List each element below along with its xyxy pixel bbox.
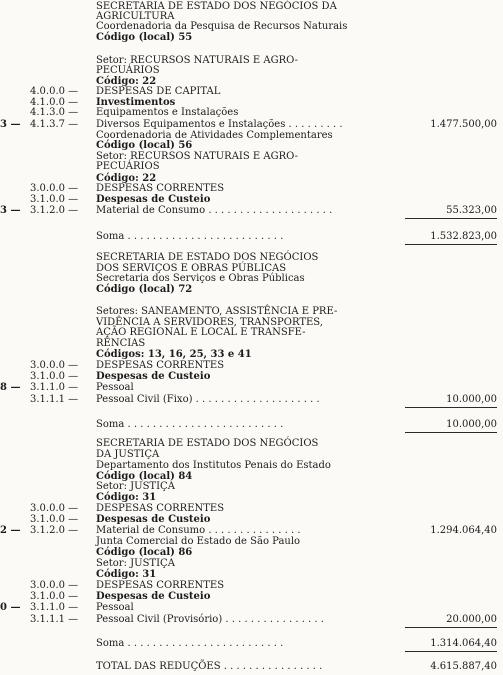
heading-line: [0, 536, 503, 547]
account-description: Pessoal Civil (Provisório) . . . . . . . . . . . . . . . .: [96, 614, 324, 625]
heading-line: [0, 481, 503, 492]
budget-row: [0, 119, 503, 130]
row-number: 8 —: [0, 382, 21, 393]
sum-rule: [405, 218, 497, 219]
line-text: Código (local) 55: [96, 32, 193, 43]
account-code: 4.0.0.0 —: [30, 86, 79, 97]
budget-row: [0, 107, 503, 118]
heading-line: [0, 338, 503, 349]
budget-row: [0, 371, 503, 382]
line-text: PECUÁRIOS: [96, 65, 160, 76]
account-code: 3.1.0.0 —: [30, 514, 79, 525]
heading-line: [0, 65, 503, 76]
budget-row: [0, 514, 503, 525]
budget-row: [0, 194, 503, 205]
subtotal-row: [0, 638, 503, 649]
row-number: 3 —: [0, 205, 21, 216]
sum-rule: [405, 407, 497, 408]
row-number: 2 —: [0, 525, 21, 536]
budget-row: [0, 382, 503, 393]
subtotal-row: [0, 231, 503, 242]
amount-value: 55.323,00: [446, 205, 497, 216]
account-description: Despesas de Custeio: [96, 514, 211, 525]
line-text: Setor: JUSTIÇA: [96, 558, 175, 569]
account-description: Despesas de Custeio: [96, 591, 211, 602]
amount-value: 1.477.500,00: [430, 119, 497, 130]
total-amount: 10.000,00: [446, 419, 497, 430]
heading-line: [0, 306, 503, 317]
sum-rule: [405, 651, 497, 652]
line-text: Código (local) 84: [96, 471, 193, 482]
account-code: 3.1.2.0 —: [30, 525, 79, 536]
account-code: 3.0.0.0 —: [30, 503, 79, 514]
heading-line: [0, 327, 503, 338]
account-description: DESPESAS DE CAPITAL: [96, 86, 221, 97]
account-description: DESPESAS CORRENTES: [96, 580, 225, 591]
amount-value: 20.000,00: [446, 614, 497, 625]
heading-line: [0, 438, 503, 449]
budget-row: [0, 591, 503, 602]
account-description: DESPESAS CORRENTES: [96, 503, 225, 514]
line-text: Coordenadoria da Pesquisa de Recursos Naturais: [96, 21, 348, 32]
line-text: Junta Comercial do Estado de São Paulo: [96, 536, 301, 547]
sum-rule: [405, 627, 497, 628]
account-code: 3.0.0.0 —: [30, 183, 79, 194]
account-description: Pessoal Civil (Fixo) . . . . . . . . . . . . . . . . . . . .: [96, 394, 320, 405]
budget-row: [0, 580, 503, 591]
account-description: Material de Consumo . . . . . . . . . . . . . . .: [96, 525, 301, 536]
account-code: 3.1.0.0 —: [30, 371, 79, 382]
budget-row: [0, 205, 503, 216]
account-code: 3.1.1.1 —: [30, 614, 79, 625]
line-text: Código (local) 72: [96, 284, 193, 295]
account-description: Diversos Equipamentos e Instalações . . . . . . . . .: [96, 119, 343, 130]
line-text: Código (local) 86: [96, 547, 193, 558]
grand-total-row: [0, 661, 503, 672]
line-text: Códigos: 13, 16, 25, 33 e 41: [96, 349, 252, 360]
budget-row: [0, 183, 503, 194]
heading-line: [0, 140, 503, 151]
heading-line: [0, 32, 503, 43]
account-description: Investimentos: [96, 97, 176, 108]
amount-value: 10.000,00: [446, 394, 497, 405]
total-label: Soma . . . . . . . . . . . . . . . . . . . . . . . . .: [96, 419, 284, 430]
heading-line: [0, 492, 503, 503]
heading-line: [0, 273, 503, 284]
line-text: SECRETARIA DE ESTADO DOS NEGÓCIOS: [96, 252, 319, 263]
account-code: 3.1.2.0 —: [30, 205, 79, 216]
heading-line: [0, 569, 503, 580]
account-description: Material de Consumo . . . . . . . . . . . . . . . . . . . .: [96, 205, 333, 216]
heading-line: [0, 460, 503, 471]
line-text: VIDÊNCIA A SERVIDORES, TRANSPORTES,: [96, 317, 323, 328]
amount-value: 1.294.064,40: [430, 525, 497, 536]
account-code: 3.1.1.1 —: [30, 394, 79, 405]
budget-row: [0, 503, 503, 514]
line-text: SECRETARIA DE ESTADO DOS NEGÓCIOS: [96, 438, 319, 449]
account-code: 3.0.0.0 —: [30, 360, 79, 371]
budget-row: [0, 394, 503, 405]
row-number: 3 —: [0, 119, 21, 130]
line-text: AÇÃO REGIONAL E LOCAL E TRANSFE-: [96, 327, 306, 338]
heading-line: [0, 161, 503, 172]
line-text: Secretaria dos Serviços e Obras Públicas: [96, 273, 305, 284]
budget-row: [0, 614, 503, 625]
heading-line: [0, 349, 503, 360]
line-text: Setor: JUSTIÇA: [96, 481, 175, 492]
row-number: 0 —: [0, 602, 21, 613]
account-description: Pessoal: [96, 602, 134, 613]
total-amount: 1.314.064,40: [430, 638, 497, 649]
line-text: Departamento dos Institutos Penais do Estado: [96, 460, 331, 471]
heading-line: [0, 449, 503, 460]
line-text: Código: 31: [96, 492, 157, 503]
account-code: 3.1.1.0 —: [30, 602, 79, 613]
heading-line: [0, 252, 503, 263]
budget-row: [0, 360, 503, 371]
sum-rule: [405, 244, 497, 245]
total-label: Soma . . . . . . . . . . . . . . . . . . . . . . . . .: [96, 638, 284, 649]
budget-row: [0, 525, 503, 536]
account-description: Pessoal: [96, 382, 134, 393]
total-label: TOTAL DAS REDUÇÕES . . . . . . . . . . . . . . . .: [96, 661, 323, 672]
account-description: Despesas de Custeio: [96, 194, 211, 205]
line-text: Setor: RECURSOS NATURAIS E AGRO-: [96, 151, 299, 162]
account-code: 4.1.3.7 —: [30, 119, 79, 130]
account-description: DESPESAS CORRENTES: [96, 183, 225, 194]
heading-line: [0, 547, 503, 558]
account-description: DESPESAS CORRENTES: [96, 360, 225, 371]
account-description: Equipamentos e Instalações: [96, 107, 239, 118]
heading-line: [0, 21, 503, 32]
line-text: Código: 22: [96, 173, 157, 184]
line-text: AGRICULTURA: [96, 11, 175, 22]
line-text: Código: 22: [96, 76, 157, 87]
line-text: RÊNCIAS: [96, 338, 146, 349]
total-amount: 4.615.887,40: [430, 661, 497, 672]
line-text: Coordenadoria de Atividades Complementares: [96, 130, 333, 141]
line-text: Setor: RECURSOS NATURAIS E AGRO-: [96, 55, 299, 66]
line-text: DA JUSTIÇA: [96, 449, 160, 460]
account-description: Despesas de Custeio: [96, 371, 211, 382]
account-code: 3.0.0.0 —: [30, 580, 79, 591]
line-text: Código: 31: [96, 569, 157, 580]
subtotal-row: [0, 419, 503, 430]
line-text: PECUÁRIOS: [96, 161, 160, 172]
line-text: Código (local) 56: [96, 140, 193, 151]
account-code: 4.1.3.0 —: [30, 107, 79, 118]
total-label: Soma . . . . . . . . . . . . . . . . . . . . . . . . .: [96, 231, 284, 242]
line-text: Setores: SANEAMENTO, ASSISTÊNCIA E PRE-: [96, 306, 338, 317]
heading-line: [0, 558, 503, 569]
account-code: 3.1.0.0 —: [30, 194, 79, 205]
account-code: 3.1.1.0 —: [30, 382, 79, 393]
line-text: DOS SERVIÇOS E OBRAS PÚBLICAS: [96, 263, 287, 274]
account-code: 3.1.0.0 —: [30, 591, 79, 602]
budget-row: [0, 86, 503, 97]
account-code: 4.1.0.0 —: [30, 97, 79, 108]
heading-line: [0, 284, 503, 295]
total-amount: 1.532.823,00: [430, 231, 497, 242]
line-text: SECRETARIA DE ESTADO DOS NEGÓCIOS DA: [96, 1, 337, 12]
budget-row: [0, 602, 503, 613]
sum-rule: [405, 432, 497, 433]
